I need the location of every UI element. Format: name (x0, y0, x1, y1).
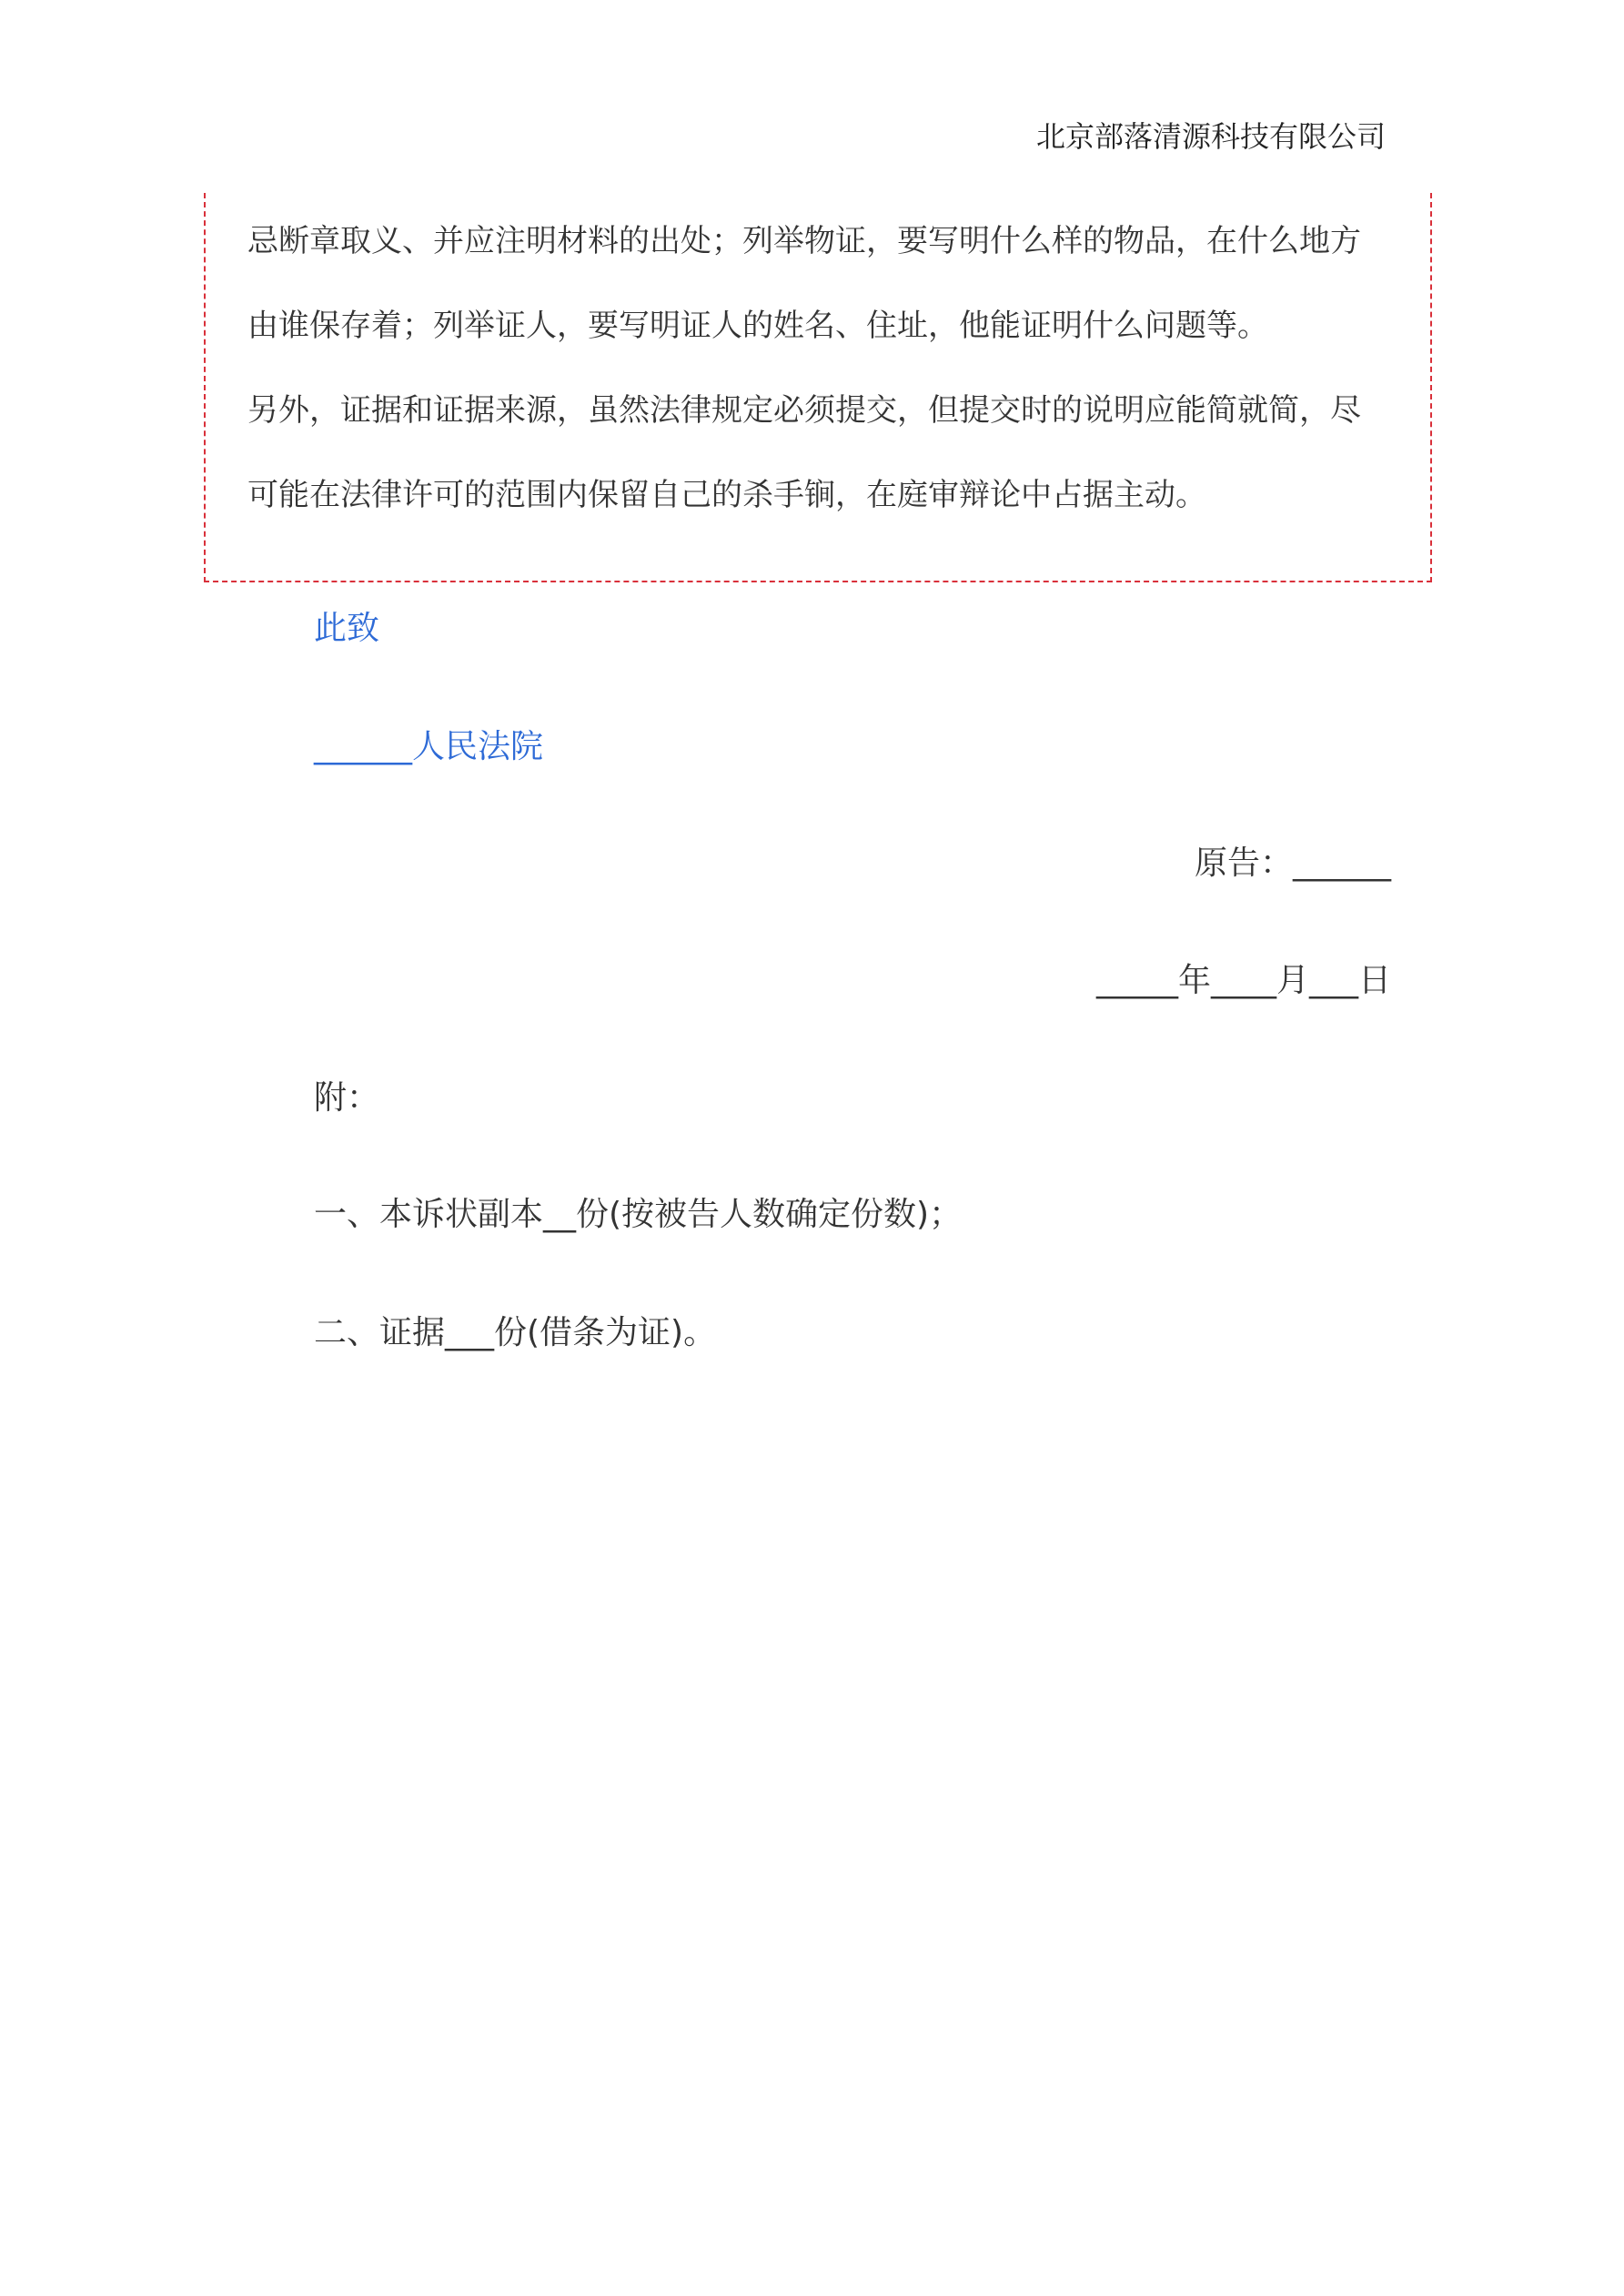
court-name: ______人民法院 (314, 728, 544, 765)
note-line: 由谁保存着；列举证人，要写明证人的姓名、住址，他能证明什么问题等。 (247, 308, 1268, 344)
company-name: 北京部落清源科技有限公司 (1035, 119, 1386, 154)
closing-salutation: 此致 (314, 610, 380, 647)
note-line: 可能在法律许可的范围内保留自己的杀手锏，在庭审辩论中占据主动。 (247, 477, 1206, 513)
attachment-label: 附： (314, 1079, 380, 1117)
guidance-note-box (204, 193, 1432, 582)
attachment-item: 二、证据___份(借条为证)。 (314, 1314, 717, 1351)
note-line: 忌断章取义、并应注明材料的出处；列举物证，要写明什么样的物品，在什么地方 (247, 223, 1361, 259)
date-line: _____年____月___日 (1095, 962, 1391, 999)
plaintiff-signature: 原告：______ (1194, 845, 1391, 882)
attachment-item: 一、本诉状副本__份(按被告人数确定份数)； (314, 1196, 963, 1233)
note-line: 另外，证据和证据来源，虽然法律规定必须提交，但提交时的说明应能简就简，尽 (247, 392, 1361, 429)
